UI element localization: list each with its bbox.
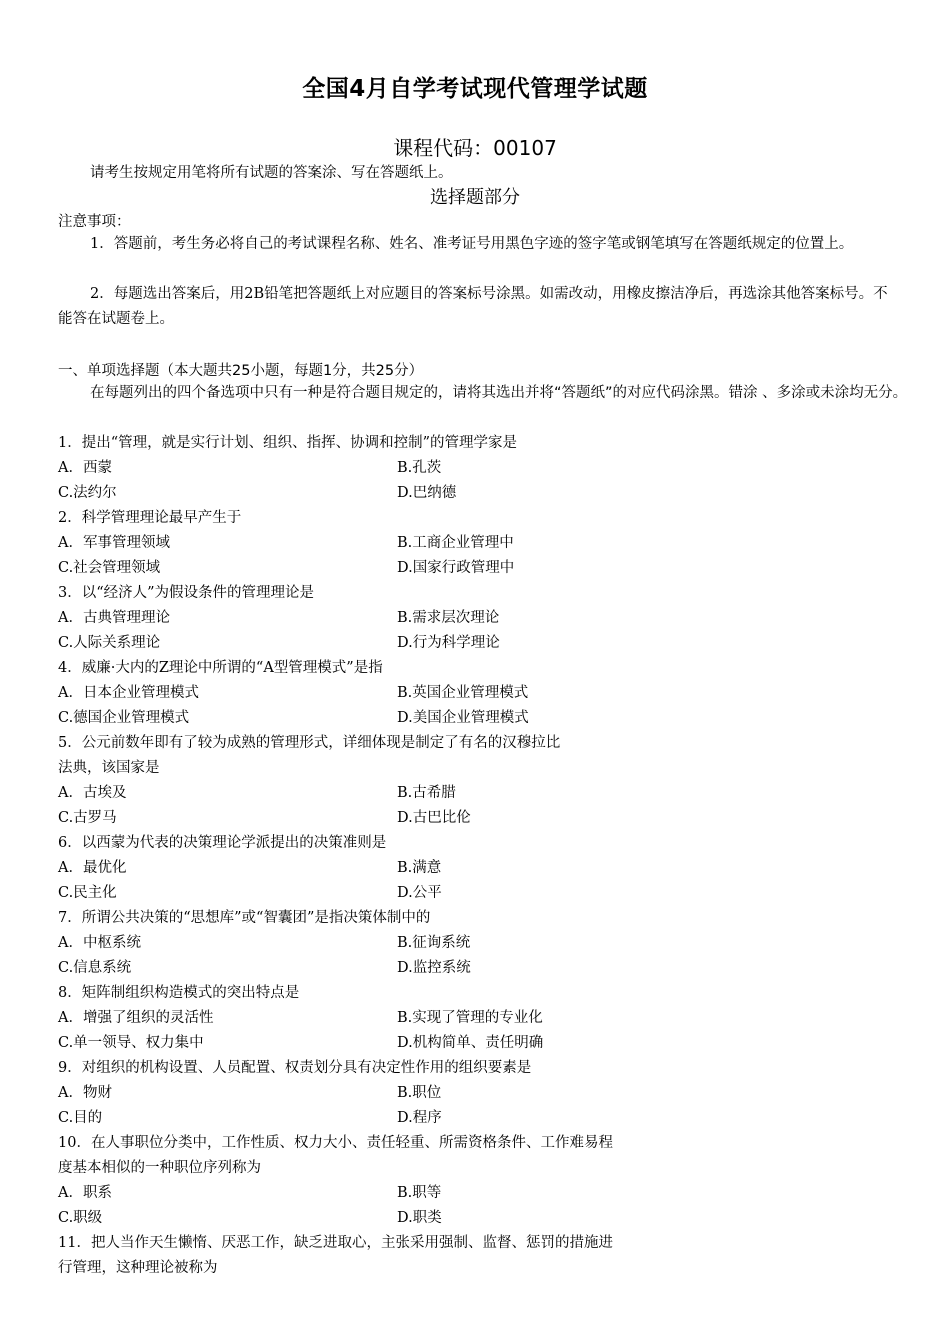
option-c: C.目的 <box>58 1110 103 1126</box>
option-a: A．物财 <box>58 1085 112 1101</box>
option-d: D.职类 <box>397 1210 442 1226</box>
option-b: B.孔茨 <box>397 460 442 476</box>
option-b: B.职等 <box>397 1185 442 1201</box>
option-a: A．最优化 <box>58 860 127 876</box>
question-stem: 2．科学管理理论最早产生于 <box>58 510 242 526</box>
option-d: D.国家行政管理中 <box>397 560 515 576</box>
option-d: D.古巴比伦 <box>397 810 471 826</box>
option-d: D.行为科学理论 <box>397 635 500 651</box>
option-c: C.人际关系理论 <box>58 635 161 651</box>
option-a: A．增强了组织的灵活性 <box>58 1010 214 1026</box>
option-c: C.职级 <box>58 1210 103 1226</box>
option-a: A．职系 <box>58 1185 112 1201</box>
option-a: A．日本企业管理模式 <box>58 685 199 701</box>
question-stem: 8．矩阵制组织构造模式的突出特点是 <box>58 985 300 1001</box>
option-c: C.古罗马 <box>58 810 117 826</box>
part-title: 选择题部分 <box>430 187 520 208</box>
question-stem: 3．以“经济人”为假设条件的管理理论是 <box>58 585 315 601</box>
option-a: A．中枢系统 <box>58 935 141 951</box>
section-title: 一、单项选择题（本大题共25小题，每题1分，共25分） <box>58 363 424 379</box>
section-instruction: 在每题列出的四个备选项中只有一种是符合题目规定的，请将其选出并将“答题纸”的对应代码涂黑。错涂 、多涂或未涂均无分。 <box>90 385 908 401</box>
option-c: C.信息系统 <box>58 960 132 976</box>
option-b: B.英国企业管理模式 <box>397 685 529 701</box>
option-b: B.工商企业管理中 <box>397 535 514 551</box>
page-title: 全国4月自学考试现代管理学试题 <box>302 76 648 102</box>
question-stem: 6．以西蒙为代表的决策理论学派提出的决策准则是 <box>58 835 387 851</box>
question-stem: 4．威廉·大内的Z理论中所谓的“A型管理模式”是指 <box>58 660 383 676</box>
option-d: D.监控系统 <box>397 960 471 976</box>
exam-hint: 请考生按规定用笔将所有试题的答案涂、写在答题纸上。 <box>90 165 453 181</box>
option-b: B.满意 <box>397 860 442 876</box>
course-code: 课程代码：00107 <box>393 136 557 160</box>
option-b: B.征询系统 <box>397 935 471 951</box>
option-b: B.古希腊 <box>397 785 456 801</box>
question-stem: 11．把人当作天生懒惰、厌恶工作，缺乏进取心，主张采用强制、监督、惩罚的措施进 <box>58 1235 613 1251</box>
question-stem: 1．提出“管理，就是实行计划、组织、指挥、协调和控制”的管理学家是 <box>58 435 518 451</box>
option-d: D.美国企业管理模式 <box>397 710 529 726</box>
option-b: B.实现了管理的专业化 <box>397 1010 543 1026</box>
question-stem-cont: 行管理，这种理论被称为 <box>58 1260 218 1276</box>
option-a: A．古埃及 <box>58 785 127 801</box>
option-c: C.德国企业管理模式 <box>58 710 190 726</box>
option-c: C.单一领导、权力集中 <box>58 1035 204 1051</box>
option-c: C.社会管理领域 <box>58 560 161 576</box>
note-item: 2．每题选出答案后，用2B铅笔把答题纸上对应题目的答案标号涂黑。如需改动，用橡皮擦洁净后，再选涂其他答案标号。不能答在试题卷上。 <box>58 286 888 327</box>
question-stem: 7．所谓公共决策的“思想库”或“智囊团”是指决策体制中的 <box>58 910 431 926</box>
option-a: A．西蒙 <box>58 460 112 476</box>
option-c: C.民主化 <box>58 885 117 901</box>
question-stem-cont: 度基本相似的一种职位序列称为 <box>58 1160 261 1176</box>
option-a: A．古典管理理论 <box>58 610 170 626</box>
notes-title: 注意事项： <box>58 214 131 230</box>
note-item: 1．答题前，考生务必将自己的考试课程名称、姓名、准考证号用黑色字迹的签字笔或钢笔填写在答题纸规定的位置上。 <box>90 236 854 252</box>
option-d: D.公平 <box>397 885 442 901</box>
option-d: D.机构简单、责任明确 <box>397 1035 544 1051</box>
question-stem-cont: 法典，该国家是 <box>58 760 160 776</box>
option-b: B.需求层次理论 <box>397 610 500 626</box>
option-d: D.巴纳德 <box>397 485 457 501</box>
option-d: D.程序 <box>397 1110 442 1126</box>
question-stem: 5．公元前数年即有了较为成熟的管理形式，详细体现是制定了有名的汉穆拉比 <box>58 735 561 751</box>
question-stem: 10．在人事职位分类中，工作性质、权力大小、责任轻重、所需资格条件、工作难易程 <box>58 1135 613 1151</box>
option-c: C.法约尔 <box>58 485 117 501</box>
option-a: A．军事管理领域 <box>58 535 170 551</box>
question-stem: 9．对组织的机构设置、人员配置、权责划分具有决定性作用的组织要素是 <box>58 1060 532 1076</box>
option-b: B.职位 <box>397 1085 442 1101</box>
